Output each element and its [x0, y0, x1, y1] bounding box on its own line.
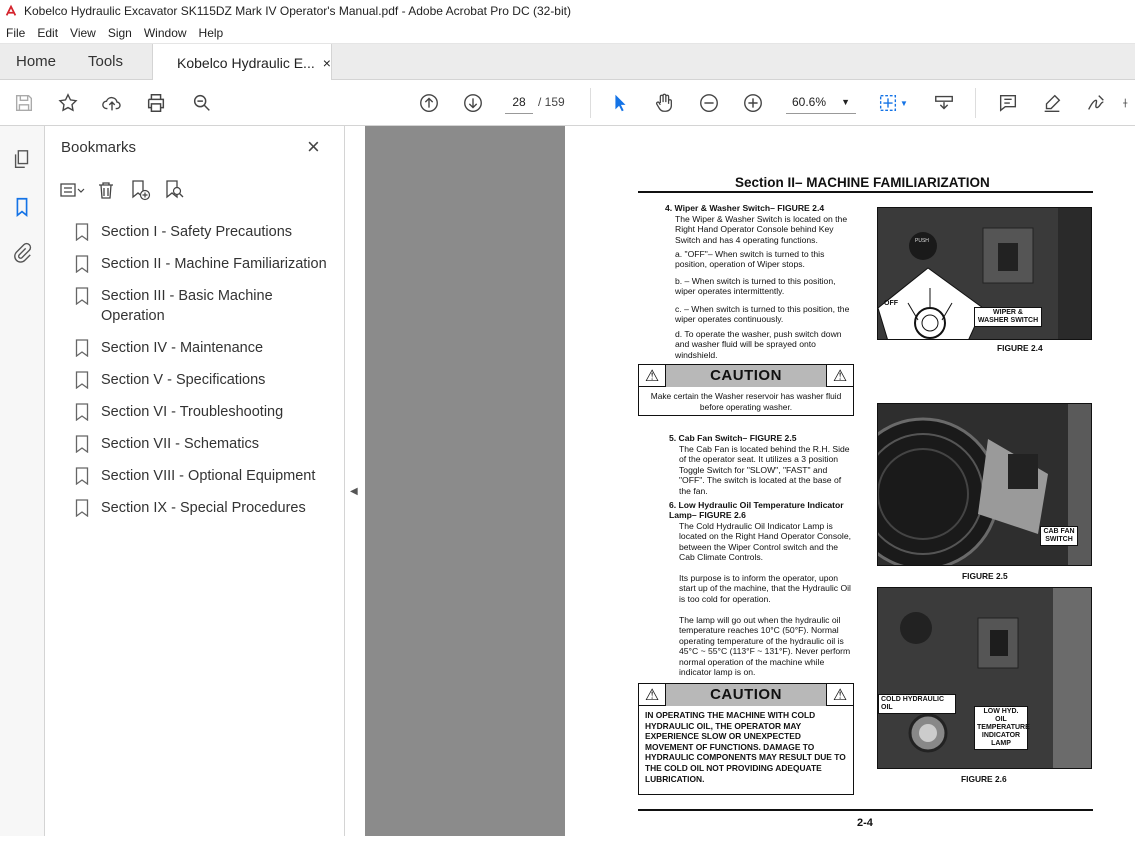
- bookmark-item-special-procedures[interactable]: [75, 498, 337, 518]
- warning-icon: ⚠: [832, 686, 848, 704]
- zoom-in-icon[interactable]: [741, 91, 765, 115]
- bookmark-icon: [75, 255, 89, 273]
- fit-page-icon[interactable]: [876, 91, 900, 115]
- menu-file[interactable]: File: [6, 25, 26, 40]
- footer-rule: [638, 809, 1093, 811]
- panel-gutter: [345, 126, 365, 836]
- menu-view[interactable]: View: [70, 25, 96, 40]
- tab-tools[interactable]: Tools: [88, 53, 124, 70]
- fig26-label-cold-oil: COLD HYDRAULIC OIL: [878, 694, 956, 714]
- bookmark-label: Section III - Basic Machine Operation: [101, 288, 273, 324]
- save-icon[interactable]: [12, 91, 36, 115]
- item4-d: d. To operate the washer, push switch down and washer fluid will be sprayed onto windshield.: [675, 329, 842, 360]
- next-page-icon[interactable]: [461, 91, 485, 115]
- item5-heading: 5. Cab Fan Switch– FIGURE 2.5: [669, 433, 797, 443]
- tab-close-button[interactable]: ×: [322, 54, 331, 71]
- fig25-label: CAB FAN SWITCH: [1040, 526, 1078, 546]
- tab-document-label: Kobelco Hydraulic E...: [177, 54, 315, 71]
- chevron-down-icon: ▼: [841, 97, 850, 107]
- bookmark-label: Section IX - Special Procedures: [101, 500, 306, 516]
- figure-2-6-photo: [877, 587, 1092, 769]
- title-bar: [0, 0, 1135, 22]
- menu-help[interactable]: Help: [198, 25, 224, 40]
- bookmark-label: Section IV - Maintenance: [101, 340, 264, 356]
- caution-heading: CAUTION: [665, 684, 827, 706]
- bookmarks-title: Bookmarks: [61, 139, 137, 156]
- bookmark-icon: [75, 371, 89, 389]
- toolbar-divider: [975, 88, 976, 118]
- bookmark-icon: [75, 435, 89, 453]
- caution-text: Make certain the Washer reservoir has washer fluid before operating washer.: [650, 391, 842, 412]
- warning-icon: ⚠: [832, 367, 848, 385]
- figure-2-6-caption: FIGURE 2.6: [961, 774, 1007, 784]
- find-bookmark-icon[interactable]: [161, 178, 187, 202]
- header-rule: [638, 191, 1093, 193]
- item4-b: b. – When switch is turned to this position, wiper operates intermittently.: [675, 276, 836, 297]
- bookmark-item-machine-familiarization[interactable]: [75, 254, 337, 274]
- bookmark-icon: [75, 223, 89, 241]
- page-number-input[interactable]: 28: [505, 90, 533, 114]
- bookmark-label: Section VI - Troubleshooting: [101, 404, 284, 420]
- bookmark-options-icon[interactable]: [59, 178, 85, 202]
- caution-box-washer: [638, 364, 854, 416]
- bookmark-item-basic-operation[interactable]: [75, 286, 337, 326]
- bookmark-label: Section VII - Schematics: [101, 436, 259, 452]
- bookmark-item-maintenance[interactable]: [75, 338, 337, 358]
- bookmark-item-schematics[interactable]: [75, 434, 337, 454]
- fig24-off-label: OFF: [884, 300, 898, 307]
- item4-a: a. "OFF"– When switch is turned to this position, operation of Wiper stops.: [675, 249, 825, 270]
- highlight-pen-icon[interactable]: [1040, 91, 1064, 115]
- item6-purpose: Its purpose is to inform the operator, upon start up of the machine, that the Hydraulic Oil is too cold for operation.: [679, 573, 851, 604]
- menu-window[interactable]: Window: [143, 25, 187, 40]
- previous-page-icon[interactable]: [417, 91, 441, 115]
- menu-edit[interactable]: Edit: [37, 25, 59, 40]
- scroll-mode-icon[interactable]: [932, 91, 956, 115]
- item6-lamp: The lamp will go out when the hydraulic oil temperature reaches 10°C (50°F). Normal operating temperature of the hydraulic oil is 45°C ~ 55°C (113°F ~ 131°F). Never perform normal operation of the machine while indicator lamp is on.: [679, 615, 851, 678]
- menu-sign[interactable]: Sign: [107, 25, 132, 40]
- left-rail: [0, 126, 45, 836]
- page-total: / 159: [538, 95, 565, 109]
- tab-bar: [0, 44, 1135, 80]
- bookmark-icon: [75, 287, 89, 305]
- comment-icon[interactable]: [996, 91, 1020, 115]
- zoom-out-icon[interactable]: [697, 91, 721, 115]
- menu-bar: [0, 22, 1135, 44]
- bookmark-icon: [75, 403, 89, 421]
- bookmarks-panel: [45, 126, 345, 836]
- bookmark-panel-icon[interactable]: [11, 196, 33, 218]
- bookmark-label: Section VIII - Optional Equipment: [101, 468, 316, 484]
- fig26-label-lamp: LOW HYD. OIL TEMPERATURE INDICATOR LAMP: [974, 706, 1028, 750]
- bookmark-item-troubleshooting[interactable]: [75, 402, 337, 422]
- bookmark-item-safety[interactable]: [75, 222, 337, 242]
- more-tools-icon[interactable]: [1122, 91, 1135, 115]
- toolbar: [0, 80, 1135, 126]
- attachment-icon[interactable]: [11, 242, 33, 264]
- item6-body: The Cold Hydraulic Oil Indicator Lamp is located on the Right Hand Operator Console, between the Wiper Control switch and the Cab Climate Controls.: [679, 521, 851, 563]
- select-cursor-icon[interactable]: [608, 91, 632, 115]
- warning-icon: ⚠: [644, 686, 660, 704]
- item4-c: c. – When switch is turned to this position, the wiper operates continuously.: [675, 304, 850, 325]
- item4-heading: 4. Wiper & Washer Switch– FIGURE 2.4: [665, 203, 825, 213]
- fig24-push-label: PUSH: [915, 238, 929, 244]
- figure-2-5-photo: [877, 403, 1092, 566]
- item6-heading: 6. Low Hydraulic Oil Temperature Indicator Lamp– FIGURE 2.6: [669, 500, 844, 521]
- caution-heading: CAUTION: [665, 365, 827, 387]
- bookmark-label: Section II - Machine Familiarization: [101, 256, 327, 272]
- new-bookmark-icon[interactable]: [127, 178, 153, 202]
- bookmark-icon: [75, 467, 89, 485]
- fig24-label: WIPER & WASHER SWITCH: [974, 307, 1042, 327]
- delete-bookmark-icon[interactable]: [93, 178, 119, 202]
- figure-2-5-caption: FIGURE 2.5: [962, 571, 1008, 581]
- caution-text: IN OPERATING THE MACHINE WITH COLD HYDRAULIC OIL, THE OPERATOR MAY EXPERIENCE SLOW OR UNEXPECTED MOVEMENT OF FUNCTIONS. DAMAGE TO HYDRAULIC COMPONENTS MAY RESULT DUE TO THE COLD OIL NOT PROVIDING ADEQUATE LUBRICATION.: [645, 710, 846, 784]
- bookmark-icon: [75, 499, 89, 517]
- zoom-level-value: 60.6%: [792, 95, 827, 109]
- bookmarks-toolbar: [59, 178, 187, 202]
- collapse-panel-icon[interactable]: ◀: [350, 486, 358, 497]
- zoom-search-icon[interactable]: [190, 91, 214, 115]
- document-viewer[interactable]: [365, 126, 1135, 836]
- window-title: Kobelco Hydraulic Excavator SK115DZ Mark IV Operator's Manual.pdf - Adobe Acrobat Pro DC (32-bit): [24, 4, 571, 18]
- caution-box-cold-oil: [638, 683, 854, 795]
- upload-icon[interactable]: [100, 91, 124, 115]
- pdf-page: [565, 126, 1135, 846]
- close-icon[interactable]: ×: [307, 134, 320, 159]
- fit-page-dropdown-icon[interactable]: ▼: [900, 98, 908, 108]
- acrobat-icon: [4, 4, 18, 18]
- warning-icon: ⚠: [644, 367, 660, 385]
- item5-body: The Cab Fan is located behind the R.H. Side of the operator seat. It utilizes a 3 position Toggle Switch for "SLOW", "FAST" and "OFF". The switch is located at the base of the fan.: [679, 444, 850, 496]
- sign-icon[interactable]: [1084, 91, 1108, 115]
- figure-2-4-photo: [877, 207, 1092, 340]
- section-title: Section II– MACHINE FAMILIARIZATION: [735, 175, 990, 190]
- bookmark-label: Section I - Safety Precautions: [101, 224, 293, 240]
- zoom-level-select[interactable]: [786, 90, 856, 114]
- item4-body: The Wiper & Washer Switch is located on the Right Hand Operator Console behind Key Switch and has 4 operating functions.: [675, 214, 848, 245]
- page-thumbnails-icon[interactable]: [11, 148, 33, 170]
- bookmark-list: [75, 222, 337, 530]
- figure-2-4-caption: FIGURE 2.4: [997, 343, 1043, 353]
- tab-document[interactable]: [152, 44, 332, 81]
- bookmark-item-specifications[interactable]: [75, 370, 337, 390]
- print-icon[interactable]: [144, 91, 168, 115]
- hand-tool-icon[interactable]: [652, 91, 676, 115]
- bookmark-label: Section V - Specifications: [101, 372, 266, 388]
- bookmark-item-optional-equipment[interactable]: [75, 466, 337, 486]
- star-icon[interactable]: [56, 91, 80, 115]
- toolbar-divider: [590, 88, 591, 118]
- page-number: 2-4: [857, 817, 873, 829]
- bookmark-icon: [75, 339, 89, 357]
- tab-home[interactable]: Home: [16, 53, 57, 70]
